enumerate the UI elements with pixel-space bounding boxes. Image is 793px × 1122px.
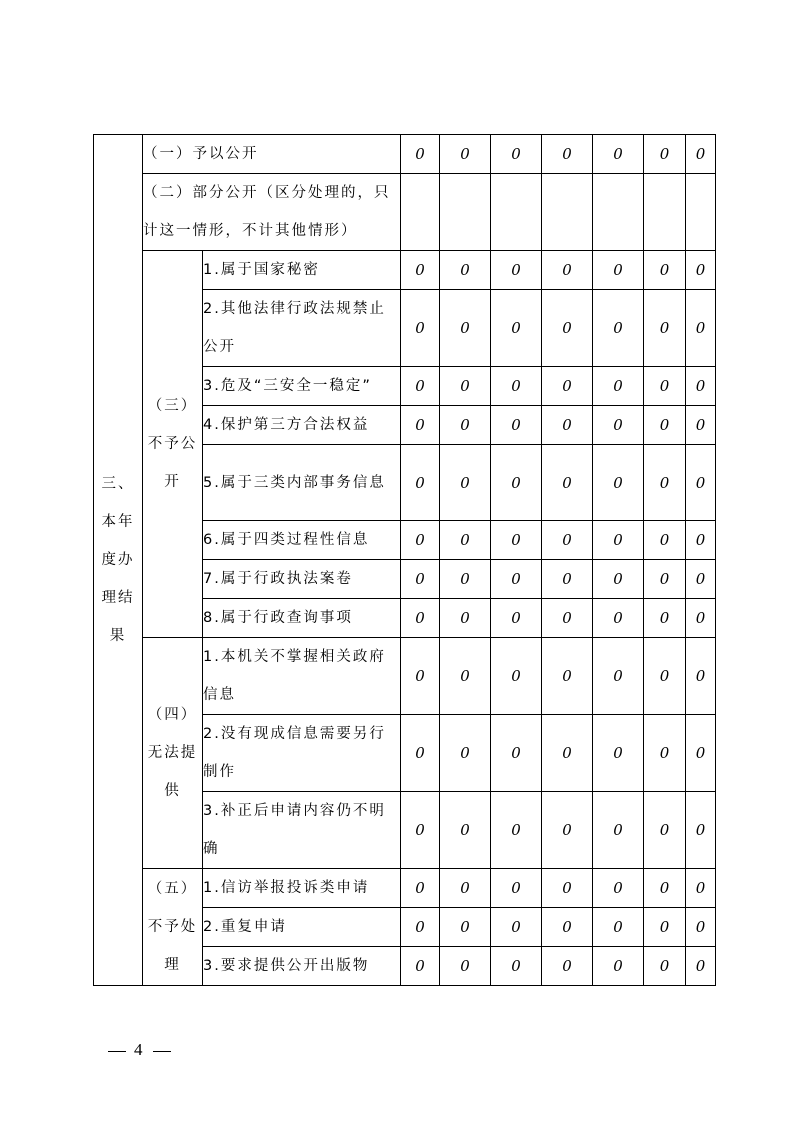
value-text: 0 (460, 957, 470, 975)
value-cell (542, 560, 593, 599)
value-cell (593, 638, 644, 715)
value-text: 0 (511, 145, 521, 163)
value-text: 0 (659, 879, 670, 897)
value-cell (491, 135, 542, 174)
category-label: （五）不予处理 (143, 869, 203, 986)
value-text: 0 (511, 667, 521, 685)
value-cell (542, 715, 593, 792)
value-text: 0 (613, 416, 623, 434)
value-text: 0 (415, 609, 425, 627)
value-text: 0 (415, 531, 425, 549)
category-label: （三）不予公开 (143, 251, 203, 638)
value-text: 0 (511, 957, 521, 975)
value-cell (686, 251, 716, 290)
value-cell (686, 445, 716, 521)
value-text: 0 (562, 879, 572, 897)
value-text: 0 (415, 879, 425, 897)
value-text: 0 (460, 145, 470, 163)
value-text: 0 (695, 319, 706, 337)
value-text: 0 (613, 570, 623, 588)
value-cell (593, 521, 644, 560)
value-text: 0 (562, 821, 572, 839)
value-cell (401, 792, 440, 869)
value-text: 0 (613, 744, 623, 762)
value-text: 0 (695, 531, 706, 549)
value-cell (440, 445, 491, 521)
value-cell (401, 367, 440, 406)
value-text: 0 (659, 145, 670, 163)
value-text: 0 (460, 319, 470, 337)
value-cell (401, 869, 440, 908)
value-text: 0 (415, 416, 425, 434)
value-text: 0 (613, 531, 623, 549)
value-text: 0 (613, 377, 623, 395)
value-cell (491, 445, 542, 521)
value-cell (686, 135, 716, 174)
item-label: 1.信访举报投诉类申请 (203, 869, 401, 908)
value-text: 0 (659, 667, 670, 685)
value-cell (593, 135, 644, 174)
value-cell (593, 715, 644, 792)
value-text: 0 (659, 918, 670, 936)
value-text: 0 (511, 821, 521, 839)
value-cell (440, 251, 491, 290)
value-text: 0 (562, 667, 572, 685)
value-cell (440, 908, 491, 947)
value-text: 0 (562, 377, 572, 395)
value-cell (593, 792, 644, 869)
value-cell (491, 792, 542, 869)
item-label: 2.重复申请 (203, 908, 401, 947)
value-text: 0 (415, 957, 425, 975)
section-label: 三、本年度办理结果 (94, 135, 143, 986)
value-text: 0 (511, 416, 521, 434)
value-text: 0 (415, 667, 425, 685)
value-text: 0 (415, 377, 425, 395)
value-text: 0 (659, 377, 670, 395)
value-cell (491, 521, 542, 560)
value-cell (644, 560, 686, 599)
value-cell (644, 947, 686, 986)
value-text: 0 (562, 609, 572, 627)
value-cell (644, 135, 686, 174)
value-cell (491, 715, 542, 792)
value-text: 0 (613, 473, 623, 492)
value-text: 0 (613, 918, 623, 936)
value-text: 0 (460, 744, 470, 762)
value-text: 0 (695, 609, 706, 627)
item-label: 5.属于三类内部事务信息 (203, 445, 401, 521)
value-text: 0 (415, 319, 425, 337)
value-text: 0 (659, 261, 670, 279)
value-cell (440, 521, 491, 560)
item-label: 1.属于国家秘密 (203, 251, 401, 290)
value-cell (542, 406, 593, 445)
value-cell (593, 174, 644, 251)
value-cell (644, 445, 686, 521)
item-label: 2.没有现成信息需要另行制作 (203, 715, 401, 792)
value-text: 0 (415, 261, 425, 279)
value-text: 0 (562, 319, 572, 337)
value-text: 0 (695, 821, 706, 839)
value-cell (491, 947, 542, 986)
value-text: 0 (695, 667, 706, 685)
value-text: 0 (460, 261, 470, 279)
value-cell (491, 638, 542, 715)
value-text: 0 (415, 145, 425, 163)
value-text: 0 (511, 377, 521, 395)
value-cell (644, 638, 686, 715)
value-text: 0 (659, 821, 670, 839)
value-cell (686, 521, 716, 560)
value-cell (440, 135, 491, 174)
value-cell (401, 947, 440, 986)
value-cell (644, 599, 686, 638)
value-text: 0 (613, 957, 623, 975)
value-cell (686, 947, 716, 986)
value-cell (686, 869, 716, 908)
value-cell (440, 599, 491, 638)
item-label: 3.要求提供公开出版物 (203, 947, 401, 986)
value-text: 0 (695, 918, 706, 936)
value-text: 0 (695, 473, 706, 492)
value-cell (593, 560, 644, 599)
footer-dash-left (108, 1051, 126, 1052)
value-text: 0 (562, 531, 572, 549)
value-text: 0 (562, 957, 572, 975)
value-text: 0 (659, 570, 670, 588)
value-cell (686, 290, 716, 367)
item-label: 2.其他法律行政法规禁止公开 (203, 290, 401, 367)
value-cell (686, 367, 716, 406)
value-cell (644, 715, 686, 792)
value-text: 0 (613, 145, 623, 163)
value-cell (542, 521, 593, 560)
table-row (94, 251, 716, 290)
item-label: 3.补正后申请内容仍不明确 (203, 792, 401, 869)
value-cell (491, 174, 542, 251)
value-text: 0 (460, 416, 470, 434)
value-cell (542, 367, 593, 406)
value-cell (491, 406, 542, 445)
value-cell (593, 367, 644, 406)
value-text: 0 (511, 319, 521, 337)
item-label: 3.危及“三安全一稳定” (203, 367, 401, 406)
value-cell (401, 908, 440, 947)
value-text: 0 (659, 609, 670, 627)
value-text: 0 (562, 145, 572, 163)
value-text: 0 (511, 744, 521, 762)
value-cell (542, 290, 593, 367)
value-text: 0 (562, 744, 572, 762)
value-cell (542, 445, 593, 521)
value-text: 0 (562, 918, 572, 936)
value-text: 0 (460, 609, 470, 627)
table-body (94, 135, 716, 986)
value-text: 0 (511, 531, 521, 549)
value-text: 0 (659, 957, 670, 975)
value-cell (644, 521, 686, 560)
value-cell (593, 869, 644, 908)
value-cell (542, 135, 593, 174)
table-row (94, 869, 716, 908)
value-text: 0 (460, 821, 470, 839)
table-row (94, 638, 716, 715)
value-cell (401, 521, 440, 560)
value-cell (491, 560, 542, 599)
value-text: 0 (613, 319, 623, 337)
value-text: 0 (460, 377, 470, 395)
value-text: 0 (415, 570, 425, 588)
value-cell (440, 290, 491, 367)
value-cell (644, 908, 686, 947)
value-cell (542, 174, 593, 251)
value-cell (491, 869, 542, 908)
value-cell (542, 599, 593, 638)
value-cell (593, 599, 644, 638)
value-cell (686, 599, 716, 638)
value-text: 0 (659, 416, 670, 434)
item-label: 4.保护第三方合法权益 (203, 406, 401, 445)
value-cell (644, 290, 686, 367)
value-text: 0 (511, 570, 521, 588)
value-cell (644, 406, 686, 445)
value-cell (440, 947, 491, 986)
value-cell (644, 869, 686, 908)
value-cell (440, 792, 491, 869)
value-text: 0 (562, 473, 572, 492)
value-text: 0 (511, 261, 521, 279)
value-cell (686, 908, 716, 947)
footer-dash-right (153, 1051, 171, 1052)
value-cell (401, 251, 440, 290)
item-label: 1.本机关不掌握相关政府信息 (203, 638, 401, 715)
table-row (94, 135, 716, 174)
value-cell (593, 947, 644, 986)
value-cell (401, 560, 440, 599)
value-cell (542, 869, 593, 908)
value-cell (401, 135, 440, 174)
value-cell (644, 174, 686, 251)
value-cell (440, 869, 491, 908)
value-text: 0 (695, 879, 706, 897)
value-cell (593, 290, 644, 367)
value-cell (401, 174, 440, 251)
value-text: 0 (613, 609, 623, 627)
page-number: 4 (134, 1040, 145, 1059)
value-cell (440, 560, 491, 599)
value-text: 0 (460, 918, 470, 936)
value-cell (440, 638, 491, 715)
value-cell (440, 715, 491, 792)
page-footer (100, 1040, 179, 1060)
value-cell (401, 638, 440, 715)
value-text: 0 (511, 879, 521, 897)
value-cell (542, 908, 593, 947)
value-cell (686, 792, 716, 869)
value-text: 0 (659, 319, 670, 337)
item-label: 7.属于行政执法案卷 (203, 560, 401, 599)
value-text: 0 (562, 416, 572, 434)
value-text: 0 (460, 473, 470, 492)
value-text: 0 (460, 570, 470, 588)
value-cell (491, 251, 542, 290)
value-cell (401, 406, 440, 445)
value-cell (440, 174, 491, 251)
value-text: 0 (695, 744, 706, 762)
value-text: 0 (460, 667, 470, 685)
value-cell (491, 908, 542, 947)
value-cell (401, 290, 440, 367)
value-cell (686, 560, 716, 599)
value-cell (686, 406, 716, 445)
value-text: 0 (460, 531, 470, 549)
table-row (94, 174, 716, 251)
value-cell (491, 599, 542, 638)
value-text: 0 (460, 879, 470, 897)
value-text: 0 (415, 821, 425, 839)
value-text: 0 (511, 918, 521, 936)
value-text: 0 (695, 416, 706, 434)
category-label: （四）无法提供 (143, 638, 203, 869)
value-cell (401, 445, 440, 521)
value-cell (440, 406, 491, 445)
value-cell (593, 908, 644, 947)
value-text: 0 (562, 570, 572, 588)
row-label: （一）予以公开 (143, 135, 401, 174)
value-cell (491, 290, 542, 367)
item-label: 6.属于四类过程性信息 (203, 521, 401, 560)
value-cell (491, 367, 542, 406)
value-text: 0 (613, 879, 623, 897)
value-cell (593, 251, 644, 290)
results-table (93, 134, 716, 986)
value-cell (644, 792, 686, 869)
value-text: 0 (613, 821, 623, 839)
value-text: 0 (695, 377, 706, 395)
value-text: 0 (659, 473, 670, 492)
value-cell (593, 406, 644, 445)
value-text: 0 (415, 473, 425, 492)
value-cell (440, 367, 491, 406)
value-text: 0 (511, 609, 521, 627)
value-cell (686, 174, 716, 251)
value-text: 0 (695, 261, 706, 279)
value-text: 0 (511, 473, 521, 492)
value-text: 0 (695, 957, 706, 975)
value-text: 0 (695, 570, 706, 588)
value-cell (686, 715, 716, 792)
value-cell (593, 445, 644, 521)
value-text: 0 (415, 918, 425, 936)
row-label: （二）部分公开（区分处理的，只计这一情形，不计其他情形） (143, 174, 401, 251)
value-text: 0 (613, 667, 623, 685)
value-cell (401, 599, 440, 638)
value-text: 0 (659, 531, 670, 549)
item-label: 8.属于行政查询事项 (203, 599, 401, 638)
value-text: 0 (659, 744, 670, 762)
value-cell (686, 638, 716, 715)
value-text: 0 (415, 744, 425, 762)
value-cell (644, 251, 686, 290)
value-text: 0 (613, 261, 623, 279)
value-text: 0 (562, 261, 572, 279)
value-cell (542, 947, 593, 986)
value-cell (644, 367, 686, 406)
value-text: 0 (695, 145, 706, 163)
value-cell (542, 251, 593, 290)
value-cell (542, 792, 593, 869)
value-cell (542, 638, 593, 715)
value-cell (401, 715, 440, 792)
